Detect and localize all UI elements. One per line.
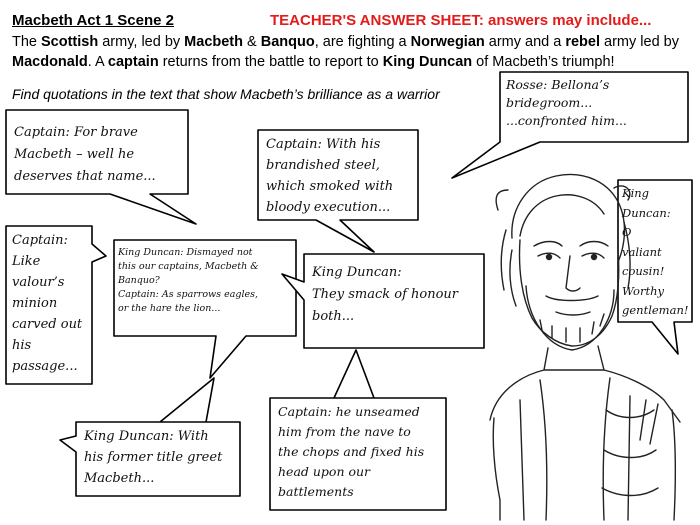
teacher-answer-note: TEACHER'S ANSWER SHEET: answers may include... (270, 12, 652, 29)
intro-keyword: King Duncan (382, 54, 473, 70)
intro-text: returns from the battle to report to (158, 54, 383, 70)
intro-keyword: Macdonald (12, 54, 88, 70)
intro-text: , are fighting a (314, 34, 411, 50)
bubble-text-duncan-honour: King Duncan: They smack of honour both... (312, 265, 459, 324)
intro-keyword: Scottish (41, 34, 99, 50)
bubble-text-captain-unseamed: Captain: he unseamed him from the nave to the chops and fixed his head upon our battlements (278, 404, 425, 499)
intro-keyword: Banquo (260, 34, 315, 50)
bubble-text-duncan-cousin: King Duncan: O valiant cousin! Worthy gentleman! (622, 186, 689, 317)
task-instruction: Find quotations in the text that show Macbeth’s brilliance as a warrior (12, 86, 440, 102)
bubble-text-duncan-title: King Duncan: With his former title greet Macbeth... (84, 429, 223, 486)
intro-text: & (243, 34, 261, 50)
intro-text: The (12, 34, 42, 50)
bubble-text-captain-valour: Captain: Like valour’s minion carved out his passage... (12, 233, 83, 374)
bubble-text-duncan-dismayed: King Duncan: Dismayed not this our captains, Macbeth & Banquo? Captain: As sparrows eagles, or the hare the lion... (118, 247, 259, 314)
intro-text: army and a (484, 34, 566, 50)
intro-keyword: Macbeth (184, 34, 243, 50)
intro-keyword: captain (107, 54, 159, 70)
intro-keyword: rebel (565, 34, 601, 50)
intro-text: . A (87, 54, 108, 70)
intro-text: army led by (600, 34, 679, 50)
bubble-text-captain-brave: Captain: For brave Macbeth – well he deserves that name... (14, 125, 156, 184)
bubble-text-rosse: Rosse: Bellona’s bridegroom... ...confronted him... (506, 77, 627, 128)
intro-text: army, led by (98, 34, 185, 50)
intro-text: of Macbeth’s triumph! (472, 54, 615, 70)
bubble-text-captain-steel: Captain: With his brandished steel, which smoked with bloody execution... (266, 137, 394, 215)
intro-keyword: Norwegian (410, 34, 485, 50)
worksheet-title: Macbeth Act 1 Scene 2 (12, 12, 175, 29)
